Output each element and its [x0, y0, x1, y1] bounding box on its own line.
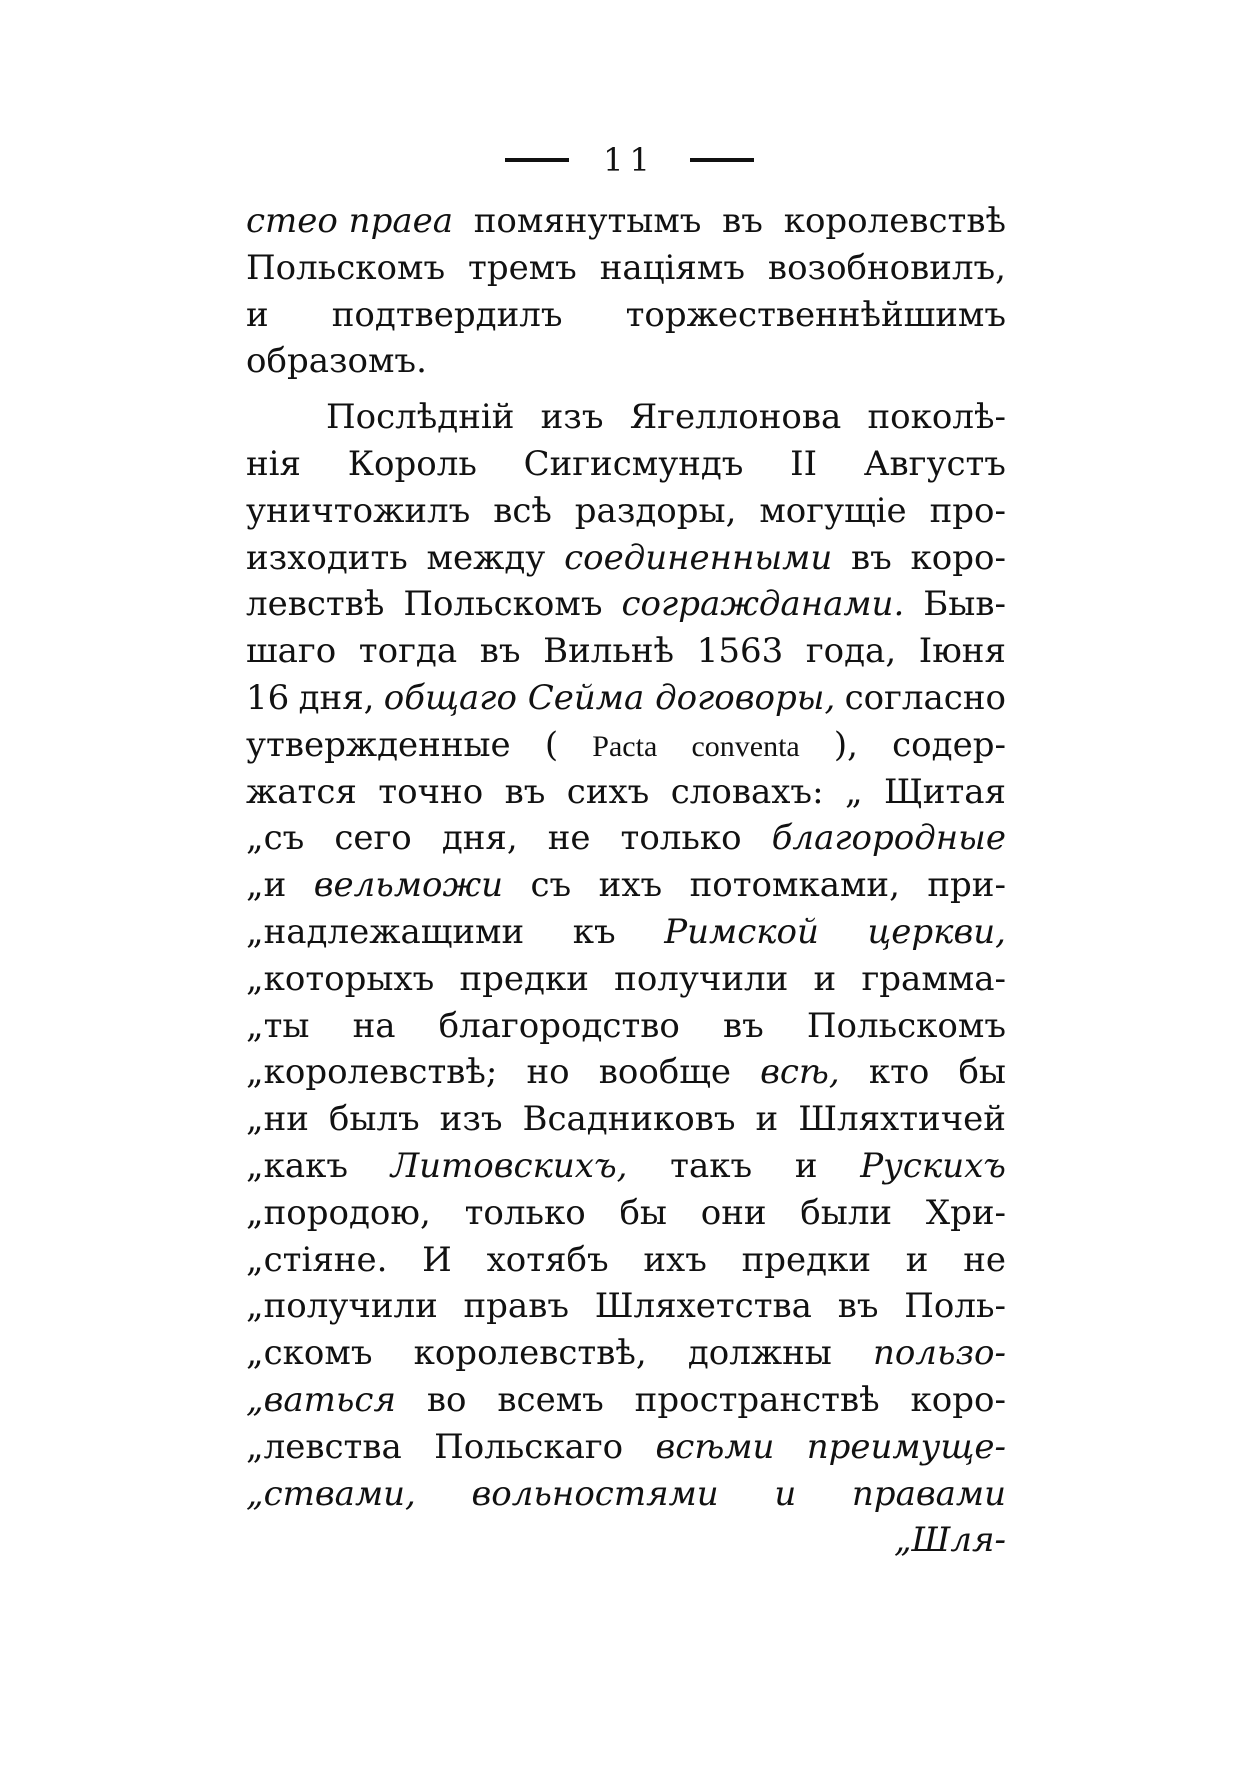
word: „стіяне.: [246, 1239, 388, 1280]
text-line: [246, 1190, 1006, 1237]
latin-word: Pacta: [592, 729, 658, 763]
text-line: [246, 956, 1006, 1003]
word: утвержденные: [246, 724, 511, 765]
text-line: [246, 1377, 1006, 1424]
word: соединенными: [564, 537, 833, 578]
word: и: [755, 1099, 779, 1140]
text-line: [246, 1049, 1006, 1096]
word: Польскомъ: [403, 584, 603, 625]
word: „и: [246, 865, 287, 906]
word: подтвердилъ: [331, 294, 563, 335]
word: нія: [246, 443, 301, 484]
word: былъ: [328, 1099, 420, 1140]
word: поколѣ-: [867, 397, 1006, 438]
word: стео праеа: [246, 201, 454, 241]
word: пространствѣ: [634, 1379, 880, 1420]
word: ихъ: [598, 865, 663, 906]
word: въ: [850, 537, 892, 578]
word: пользо-: [872, 1333, 1006, 1374]
word: „породою,: [246, 1192, 431, 1233]
word: кто: [868, 1052, 930, 1093]
word: всемъ: [497, 1379, 604, 1420]
word: „получили: [246, 1286, 438, 1327]
word: благородные: [771, 818, 1006, 859]
text-line: [246, 815, 1006, 862]
word: бы: [619, 1192, 667, 1233]
word: должны: [687, 1333, 832, 1374]
word: про-: [929, 490, 1006, 531]
word: (: [544, 724, 559, 765]
word: изъ: [540, 397, 604, 438]
word: Король: [347, 443, 477, 484]
text-line: [246, 675, 1006, 722]
word: „какъ: [246, 1145, 349, 1186]
word: съ: [530, 865, 572, 906]
word: при-: [927, 865, 1006, 906]
word: „ни: [246, 1099, 309, 1140]
word: вообще: [598, 1052, 731, 1093]
word: коро-: [910, 537, 1006, 578]
text-line: [246, 769, 1006, 816]
word: Польскаго: [434, 1426, 624, 1467]
word: правъ: [463, 1286, 569, 1327]
word: не: [963, 1239, 1006, 1280]
text-line: [246, 338, 1006, 385]
word: тогда: [358, 631, 458, 672]
text-line: [246, 1330, 1006, 1377]
word: Вильнѣ: [543, 631, 675, 672]
word: Сигисмундъ: [523, 443, 744, 484]
left-rule: [505, 158, 569, 162]
right-rule: [690, 158, 754, 162]
word: Быв-: [923, 584, 1006, 625]
text-line: [246, 628, 1006, 675]
word: возобновилъ,: [767, 247, 1006, 288]
word: но: [526, 1052, 570, 1093]
word: на: [352, 1005, 396, 1046]
word: жатся: [246, 771, 357, 812]
word: „: [844, 771, 863, 812]
word: они: [700, 1192, 767, 1233]
word: И: [422, 1239, 452, 1280]
word: точно: [378, 771, 484, 812]
word: согласно: [844, 677, 1006, 718]
word: помянутымъ: [473, 201, 702, 241]
text-line: [246, 488, 1006, 535]
text-line: [246, 1283, 1006, 1330]
word: предки: [741, 1239, 871, 1280]
word: такъ: [670, 1145, 753, 1186]
word: всѣ: [493, 490, 552, 531]
word: въ: [723, 1005, 764, 1046]
word: Шляхтичей: [798, 1099, 1006, 1140]
word: дня,: [441, 818, 518, 859]
word: „ваться: [246, 1379, 396, 1420]
word: Іюня: [918, 631, 1006, 672]
word: въ: [479, 631, 521, 672]
text-line: [246, 292, 1006, 339]
word: „надлежащими: [246, 911, 525, 952]
word: „ты: [246, 1005, 310, 1046]
word: только: [620, 818, 742, 859]
word: года,: [805, 631, 897, 672]
word: въ: [722, 201, 763, 241]
word: Римской: [664, 911, 819, 952]
word: во: [426, 1379, 467, 1420]
catchword-line: [246, 1517, 1006, 1564]
word: Послѣдній: [326, 397, 515, 438]
word: уничтожилъ: [246, 490, 471, 531]
text-line: [246, 1471, 1006, 1518]
word: сего: [334, 818, 412, 859]
text-line: [246, 1143, 1006, 1190]
word: преимуще-: [806, 1426, 1006, 1467]
word: „королевствѣ;: [246, 1052, 498, 1093]
text-line: [246, 535, 1006, 582]
word: потомками,: [689, 865, 900, 906]
word: всѣ,: [760, 1052, 840, 1093]
text-line: [246, 1003, 1006, 1050]
word: „съ: [246, 818, 305, 859]
word: дня,: [298, 677, 375, 718]
word: Шляхетства: [594, 1286, 812, 1327]
word: тремъ: [468, 247, 577, 288]
text-line: [246, 245, 1006, 292]
word: всѣми: [655, 1426, 775, 1467]
paragraph-first-line: [246, 394, 1006, 441]
word: торжественнѣйшимъ: [625, 294, 1006, 335]
word: ихъ: [643, 1239, 707, 1280]
text-line: [246, 1237, 1006, 1284]
word: Польскомъ: [246, 247, 446, 288]
word: только: [464, 1192, 586, 1233]
text-line: [246, 441, 1006, 488]
text-line: [246, 909, 1006, 956]
word: церкви,: [867, 911, 1006, 952]
word: націямъ: [599, 247, 745, 288]
word: коро-: [910, 1379, 1006, 1420]
word: Польскомъ: [806, 1005, 1006, 1046]
word: въ: [504, 771, 546, 812]
word: Щитая: [884, 771, 1006, 812]
word: 1563: [696, 631, 784, 672]
word: могущіе: [759, 490, 907, 531]
word: въ: [837, 1286, 879, 1327]
word: Рускихъ: [860, 1145, 1006, 1186]
word: и: [905, 1239, 929, 1280]
word: образомъ.: [246, 341, 427, 382]
catchword: „Шля-: [893, 1520, 1006, 1561]
word: левствѣ: [246, 584, 385, 625]
word: Хри-: [925, 1192, 1006, 1233]
word: и: [813, 958, 837, 999]
word: получили: [614, 958, 789, 999]
word: „скомъ: [246, 1333, 373, 1374]
word: не: [547, 818, 591, 859]
word: ),: [833, 724, 858, 765]
word: хотябъ: [486, 1239, 609, 1280]
word: 16: [246, 677, 290, 718]
word: шаго: [246, 631, 337, 672]
running-head: [0, 138, 1259, 182]
word: изходить: [246, 537, 408, 578]
word: правами: [851, 1473, 1006, 1514]
word: королевствѣ: [783, 201, 1006, 241]
text-line: [246, 722, 1006, 769]
page-number: 11: [603, 141, 656, 179]
word: Ягеллонова: [629, 397, 842, 438]
word: и: [794, 1145, 818, 1186]
word: словахъ:: [670, 771, 824, 812]
word: бы: [958, 1052, 1006, 1093]
word: раздоры,: [574, 490, 737, 531]
text-line: [246, 581, 1006, 628]
word: содер-: [892, 724, 1006, 765]
word: предки: [459, 958, 589, 999]
word: грамма-: [861, 958, 1006, 999]
word: Августъ: [863, 443, 1006, 484]
word: Всадниковъ: [522, 1099, 736, 1140]
word: были: [800, 1192, 893, 1233]
word: „которыхъ: [246, 958, 435, 999]
body-text: [246, 198, 1006, 1598]
text-line: [246, 198, 1006, 245]
text-line: [246, 1424, 1006, 1471]
word: между: [426, 537, 546, 578]
word: къ: [572, 911, 616, 952]
word: сихъ: [566, 771, 650, 812]
word: „левства: [246, 1426, 402, 1467]
word: вельможи: [313, 865, 504, 906]
word: „ствами,: [246, 1473, 416, 1514]
latin-word: conventa: [691, 729, 800, 763]
word: благородство: [438, 1005, 680, 1046]
word: общаго Сейма договоры,: [383, 677, 836, 718]
word: королевствѣ,: [413, 1333, 647, 1374]
text-line: [246, 862, 1006, 909]
word: вольностями: [471, 1473, 719, 1514]
word: и: [774, 1473, 797, 1514]
word: и: [246, 294, 269, 335]
text-line: [246, 1096, 1006, 1143]
word: Поль-: [904, 1286, 1006, 1327]
word: Литовскихъ,: [390, 1145, 628, 1186]
word: согражданами.: [621, 584, 905, 625]
word: II: [790, 443, 818, 484]
word: изъ: [439, 1099, 503, 1140]
